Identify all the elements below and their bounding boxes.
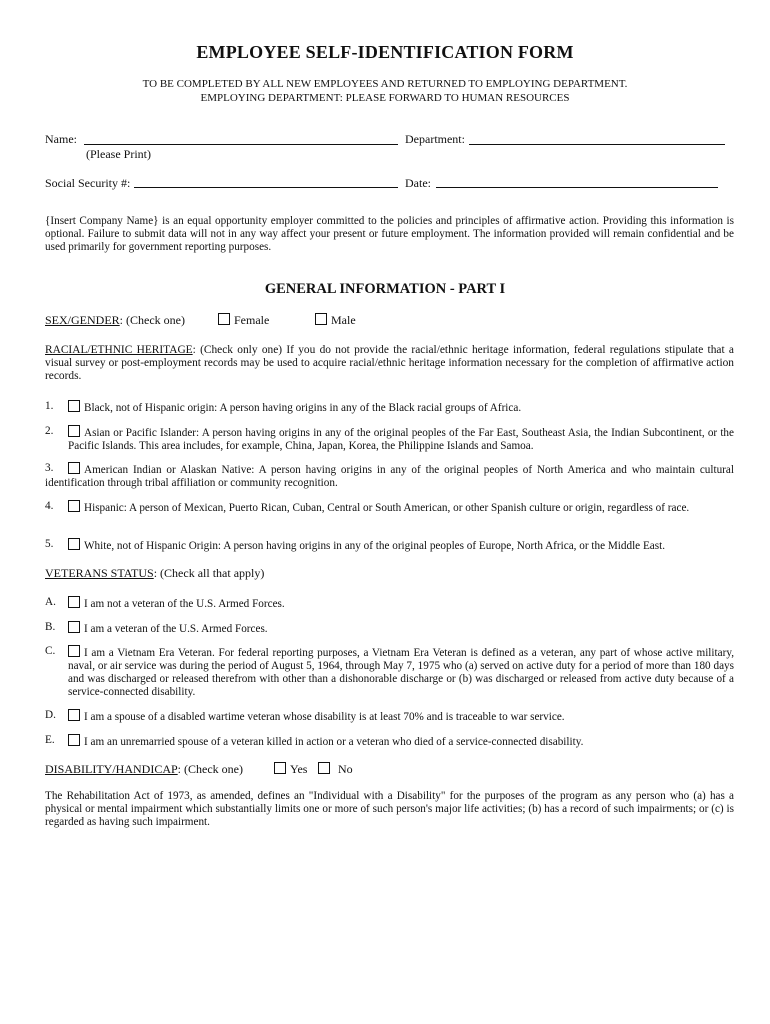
male-option[interactable] <box>315 313 356 328</box>
disability-row <box>45 762 243 777</box>
male-checkbox[interactable] <box>315 313 327 325</box>
form-title: EMPLOYEE SELF-IDENTIFICATION FORM <box>196 42 574 62</box>
racial-option-text: White, not of Hispanic Origin: A person having origins in any of the original peoples of Europe, North Africa, or the Middle East. <box>84 540 666 552</box>
veteran-item-letter: E. <box>45 734 55 746</box>
veteran-checkbox[interactable] <box>68 709 80 721</box>
veterans-status-label: VETERANS STATUS <box>45 566 154 580</box>
name-field[interactable] <box>84 144 398 145</box>
veteran-option-not-veteran[interactable] <box>68 596 734 611</box>
veteran-option-vietnam-era[interactable] <box>68 645 734 699</box>
section-heading: GENERAL INFORMATION - PART I <box>264 281 506 297</box>
racial-heritage-intro <box>45 344 734 383</box>
veteran-option-unremarried-spouse[interactable] <box>68 734 734 749</box>
racial-heritage-label: RACIAL/ETHNIC HERITAGE <box>45 344 193 356</box>
eeo-statement: {Insert Company Name} is an equal opportunity employer committed to the policies and principles of affirmative action. Providing this information is optional. Failure to submit data will not in any way affect your present or future employment. The information provided will remain confidential and be used primarily for government reporting purposes. <box>45 215 734 253</box>
veteran-item-letter: A. <box>45 596 56 608</box>
name-label: Name: <box>45 132 77 146</box>
disability-yes-label: Yes <box>290 762 308 776</box>
veteran-checkbox[interactable] <box>68 734 80 746</box>
disability-no-option[interactable] <box>318 762 353 777</box>
female-option[interactable] <box>218 313 269 328</box>
racial-heritage-instruction: : (Check only one) If you do not provide the racial/ethnic heritage information, federal regulations stipulate that a visual survey or post-employment records may be used to acquire racial/ethnic heritage information necessary for the completion of affirmative action records. <box>45 344 734 382</box>
veteran-option-text: I am a veteran of the U.S. Armed Forces. <box>84 623 268 635</box>
racial-option-text: Black, not of Hispanic origin: A person having origins in any of the Black racial groups of Africa. <box>84 402 522 414</box>
racial-checkbox[interactable] <box>68 538 80 550</box>
racial-option-text: Asian or Pacific Islander: A person having origins in any of the original peoples of the Far East, Southeast Asia, the Indian Subcontinent, or the Pacific Islands. This area includes, for example, China, Japan, Korea, the Philippine Islands and Samoa. <box>68 427 734 452</box>
date-label: Date: <box>405 176 431 190</box>
veteran-item-letter: D. <box>45 709 56 721</box>
disability-no-checkbox[interactable] <box>318 762 330 774</box>
veteran-option-text: I am an unremarried spouse of a veteran killed in action or a veteran who died of a service-connected disability. <box>84 736 584 748</box>
racial-checkbox[interactable] <box>68 500 80 512</box>
disability-yes-option[interactable] <box>274 762 307 777</box>
racial-item-number: 4. <box>45 500 54 512</box>
date-field[interactable] <box>436 187 718 188</box>
female-label: Female <box>234 313 270 327</box>
subtitle-line-2: EMPLOYING DEPARTMENT: PLEASE FORWARD TO HUMAN RESOURCES <box>200 92 570 104</box>
racial-option-white[interactable] <box>68 538 734 553</box>
sex-gender-instruction: : (Check one) <box>119 313 185 327</box>
sex-gender-label: SEX/GENDER <box>45 313 120 327</box>
subtitle-line-1: TO BE COMPLETED BY ALL NEW EMPLOYEES AND RETURNED TO EMPLOYING DEPARTMENT. <box>142 78 628 90</box>
veteran-checkbox[interactable] <box>68 621 80 633</box>
veterans-status-instruction: : (Check all that apply) <box>153 566 265 580</box>
racial-item-number: 2. <box>45 425 54 437</box>
veteran-item-letter: C. <box>45 645 56 657</box>
ssn-field[interactable] <box>134 187 398 188</box>
male-label: Male <box>331 313 356 327</box>
racial-option-american-indian[interactable] <box>45 462 734 490</box>
racial-option-black[interactable] <box>68 400 734 415</box>
veteran-option-text: I am a Vietnam Era Veteran. For federal reporting purposes, a Vietnam Era Veteran is defined as a veteran, any part of whose active military, naval, or air service was during the period of August 5, 1964, through May 7, 1975 who (a) served on active duty for a period of more than 180 days and was discharged or released therefrom with other than a dishonorable discharge or (b) was discharged or released from active duty because of a service-connected disability. <box>68 647 734 698</box>
racial-option-hispanic[interactable] <box>68 500 734 515</box>
rehabilitation-act-text: The Rehabilitation Act of 1973, as amended, defines an "Individual with a Disability" for the purposes of the program as any person who (a) has a physical or mental impairment which substantially limits one or more of such person's major life activities; (b) has a record of such impairments; or (c) is regarded as having such impairment. <box>45 790 734 828</box>
racial-option-text: Hispanic: A person of Mexican, Puerto Rican, Cuban, Central or South American, or other Spanish culture or origin, regardless of race. <box>84 502 690 514</box>
racial-item-number: 1. <box>45 400 54 412</box>
department-field[interactable] <box>469 144 725 145</box>
disability-instruction: : (Check one) <box>177 762 243 776</box>
disability-no-label: No <box>338 762 353 776</box>
disability-label: DISABILITY/HANDICAP <box>45 762 178 776</box>
racial-option-asian[interactable] <box>68 425 734 453</box>
racial-checkbox[interactable] <box>68 400 80 412</box>
racial-checkbox[interactable] <box>68 462 80 474</box>
racial-option-text: American Indian or Alaskan Native: A person having origins in any of the original peoples of North America and who maintain cultural identification through tribal affiliation or community recognition. <box>45 464 734 489</box>
racial-item-number: 5. <box>45 538 54 550</box>
please-print-note: (Please Print) <box>86 147 151 161</box>
veteran-checkbox[interactable] <box>68 645 80 657</box>
veterans-status-row <box>45 566 264 581</box>
veteran-checkbox[interactable] <box>68 596 80 608</box>
racial-item-number: 3. <box>45 462 54 474</box>
sex-gender-row <box>45 313 185 328</box>
ssn-label: Social Security #: <box>45 176 131 190</box>
department-label: Department: <box>405 132 465 146</box>
racial-checkbox[interactable] <box>68 425 80 437</box>
veteran-option-text: I am not a veteran of the U.S. Armed Forces. <box>84 598 285 610</box>
female-checkbox[interactable] <box>218 313 230 325</box>
veteran-option-text: I am a spouse of a disabled wartime veteran whose disability is at least 70% and is traceable to war service. <box>84 711 565 723</box>
veteran-option-veteran[interactable] <box>68 621 734 636</box>
veteran-item-letter: B. <box>45 621 56 633</box>
veteran-option-spouse-disabled[interactable] <box>68 709 734 724</box>
disability-yes-checkbox[interactable] <box>274 762 286 774</box>
